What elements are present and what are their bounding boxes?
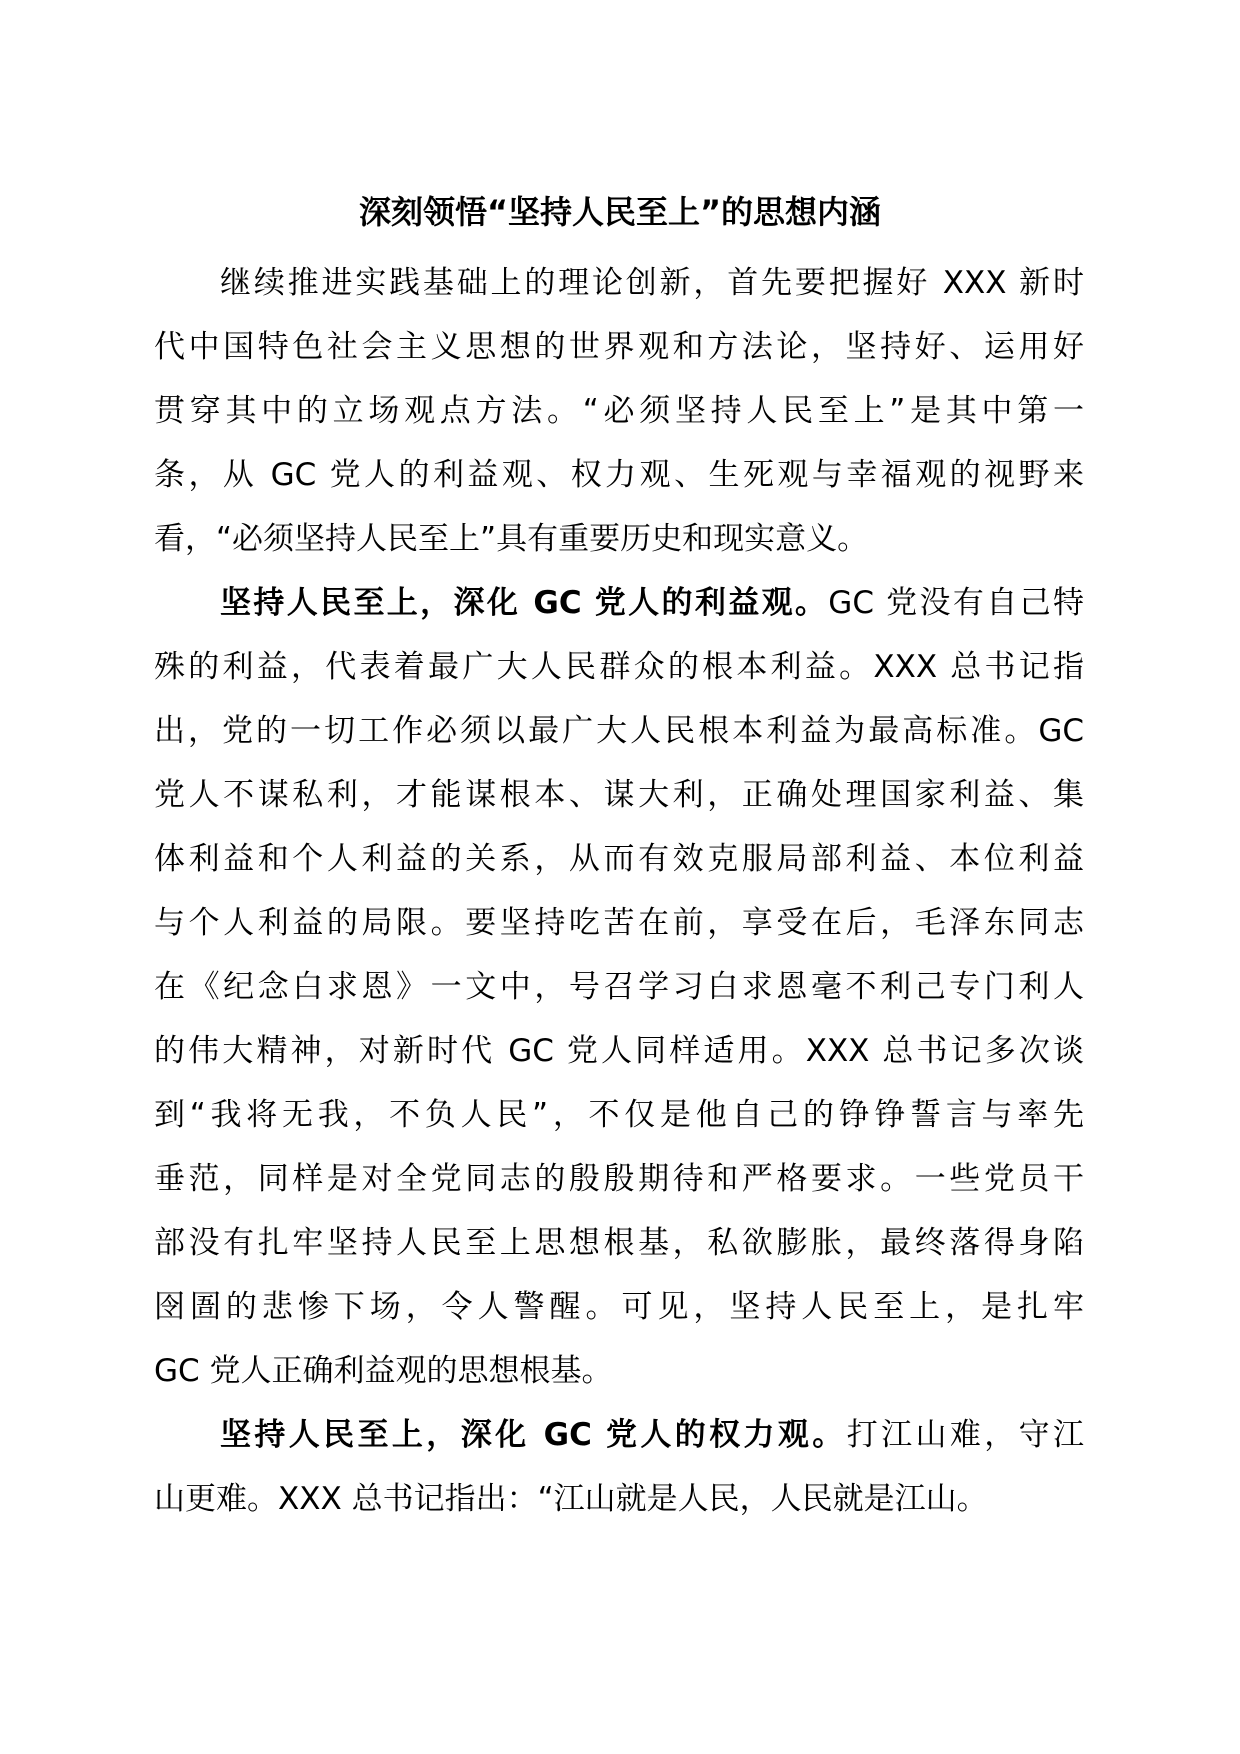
section-heading: 坚持人民至上，深化 GC 党人的利益观。: [220, 585, 829, 621]
paragraph-2-line-8: [154, 1027, 1084, 1075]
section-heading: 坚持人民至上，深化 GC 党人的权力观。: [220, 1417, 847, 1453]
paragraph-2-line-3: [154, 707, 1084, 755]
paragraph-2-line-1: [220, 579, 1084, 627]
paragraph-2-line-12: [154, 1283, 1084, 1331]
line-text: 的伟大精神，对新时代 GC 党人同样适用。XXX 总书记多次谈: [154, 1033, 1084, 1069]
line-text: 部没有扎牢坚持人民至上思想根基，私欲膨胀，最终落得身陷: [154, 1225, 1084, 1261]
line-text: 看，“必须坚持人民至上”具有重要历史和现实意义。: [154, 521, 869, 557]
paragraph-2-line-2: [154, 643, 1084, 691]
line-text: 与个人利益的局限。要坚持吃苦在前，享受在后，毛泽东同志: [154, 905, 1084, 941]
line-text: 打江山难，守江: [846, 1417, 1085, 1453]
paragraph-3-line-2: [154, 1475, 1084, 1523]
line-text: 囹圄的悲惨下场，令人警醒。可见，坚持人民至上，是扎牢: [154, 1289, 1084, 1325]
paragraph-2-line-7: [154, 963, 1084, 1011]
paragraph-3-line-1: [220, 1411, 1084, 1459]
line-text: 山更难。XXX 总书记指出：“江山就是人民，人民就是江山。: [154, 1481, 988, 1517]
line-text: 垂范，同样是对全党同志的殷殷期待和严格要求。一些党员干: [154, 1161, 1084, 1197]
paragraph-1-line-4: [154, 451, 1084, 499]
paragraph-2-line-9: [154, 1091, 1084, 1139]
document-title: 深刻领悟“坚持人民至上”的思想内涵: [358, 193, 882, 231]
paragraph-1-line-5: [154, 515, 1084, 563]
line-text: 殊的利益，代表着最广大人民群众的根本利益。XXX 总书记指: [154, 649, 1084, 685]
paragraph-1-line-2: [154, 323, 1084, 371]
line-text: 出，党的一切工作必须以最广大人民根本利益为最高标准。GC: [154, 713, 1084, 749]
line-text: 继续推进实践基础上的理论创新，首先要把握好 XXX 新时: [220, 265, 1084, 301]
line-text: 代中国特色社会主义思想的世界观和方法论，坚持好、运用好: [154, 329, 1084, 365]
line-text: GC 党人正确利益观的思想根基。: [154, 1353, 613, 1389]
paragraph-2-line-6: [154, 899, 1084, 947]
line-text: 条，从 GC 党人的利益观、权力观、生死观与幸福观的视野来: [154, 457, 1084, 493]
line-text: GC 党没有自己特: [828, 585, 1084, 621]
paragraph-2-line-13: [154, 1347, 1084, 1395]
paragraph-1-line-1: [220, 259, 1084, 307]
paragraph-2-line-5: [154, 835, 1084, 883]
line-text: 体利益和个人利益的关系，从而有效克服局部利益、本位利益: [154, 841, 1084, 877]
line-text: 贯穿其中的立场观点方法。“必须坚持人民至上”是其中第一: [154, 393, 1084, 429]
paragraph-2-line-4: [154, 771, 1084, 819]
line-text: 党人不谋私利，才能谋根本、谋大利，正确处理国家利益、集: [154, 777, 1084, 813]
line-text: 到“我将无我，不负人民”，不仅是他自己的铮铮誓言与率先: [154, 1097, 1084, 1133]
paragraph-2-line-10: [154, 1155, 1084, 1203]
paragraph-1-line-3: [154, 387, 1084, 435]
paragraph-2-line-11: [154, 1219, 1084, 1267]
line-text: 在《纪念白求恩》一文中，号召学习白求恩毫不利己专门利人: [154, 969, 1084, 1005]
